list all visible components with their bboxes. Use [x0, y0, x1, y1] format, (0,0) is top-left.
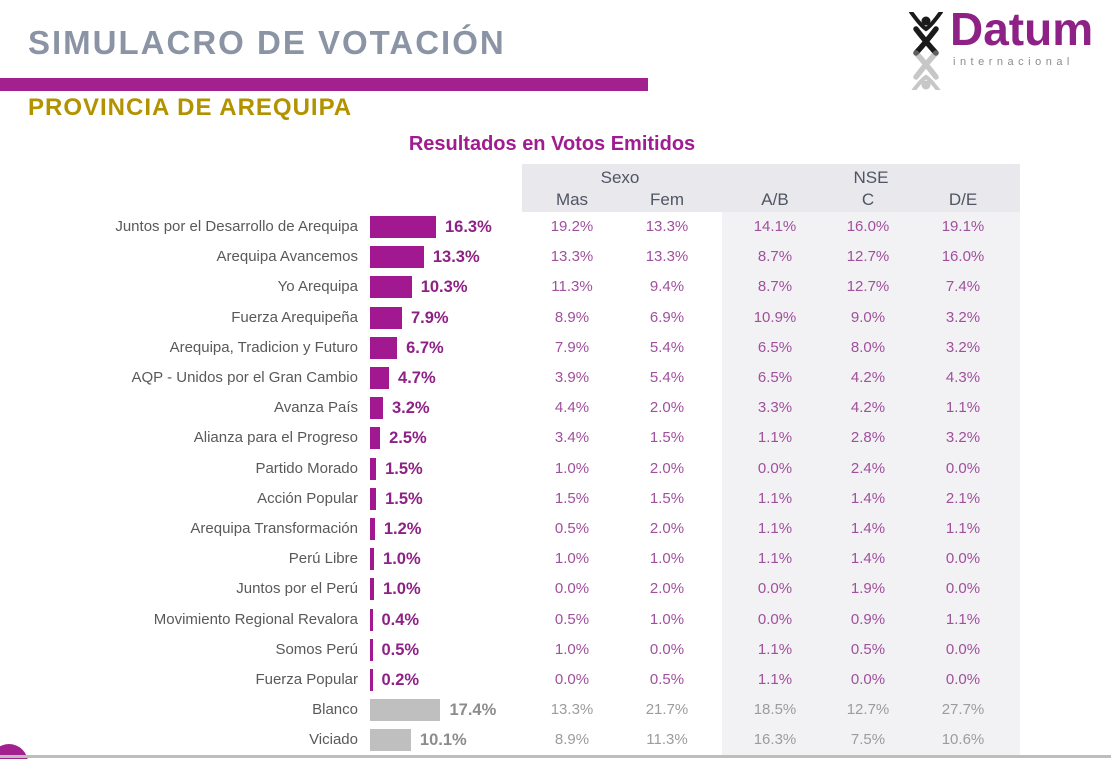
total-value: 0.5% [381, 640, 420, 659]
total-value: 7.9% [410, 308, 449, 327]
cell-c: 2.4% [850, 459, 886, 477]
cell-mas: 1.0% [554, 459, 590, 477]
cell-fem: 2.0% [649, 520, 685, 537]
result-row [0, 303, 1111, 333]
region-title: PROVINCIA DE AREQUIPA [28, 94, 353, 121]
total-bar [370, 488, 376, 510]
row-label: Alianza para el Progreso [193, 429, 358, 447]
cell-fem: 5.4% [649, 338, 685, 356]
row-label: Somos Perú [275, 640, 358, 658]
title-underline [0, 78, 648, 91]
total-bar [370, 699, 440, 721]
cell-c: 16.0% [846, 218, 890, 235]
cell-ab: 6.5% [757, 369, 793, 386]
cell-c: 0.5% [850, 640, 886, 658]
column-header-ab: A/B [761, 190, 789, 209]
cell-fem: 0.5% [649, 671, 685, 688]
cell-ab: 14.1% [753, 218, 797, 235]
cell-mas: 1.0% [554, 640, 590, 658]
total-bar [370, 337, 397, 359]
cell-c: 1.9% [850, 580, 886, 598]
total-value: 0.4% [381, 610, 420, 629]
cell-de: 4.3% [945, 369, 981, 386]
column-header-mas: Mas [555, 190, 589, 209]
total-value: 0.2% [381, 671, 420, 689]
result-row [0, 212, 1111, 242]
column-header-c: C [861, 190, 875, 209]
row-label: Fuerza Arequipeña [231, 308, 358, 326]
cell-fem: 11.3% [646, 731, 688, 749]
cell-fem: 13.3% [645, 218, 689, 235]
total-bar [370, 216, 436, 238]
total-bar [370, 246, 424, 268]
row-label: Juntos por el Desarrollo de Arequipa [115, 218, 358, 235]
cell-c: 1.4% [850, 489, 886, 507]
row-label: AQP - Unidos por el Gran Cambio [131, 369, 358, 386]
page-title: SIMULACRO DE VOTACIÓN [28, 24, 506, 61]
cell-mas: 13.3% [550, 248, 594, 266]
total-bar [370, 397, 383, 419]
cell-de: 3.2% [945, 338, 981, 356]
cell-mas: 13.3% [550, 701, 594, 719]
cell-de: 1.1% [945, 520, 981, 537]
cell-c: 9.0% [850, 308, 886, 326]
cell-ab: 16.3% [753, 731, 797, 749]
cell-ab: 0.0% [757, 580, 793, 598]
row-label: Juntos por el Perú [236, 580, 358, 598]
cell-fem: 1.5% [649, 429, 685, 447]
cell-mas: 3.4% [554, 429, 590, 447]
cell-de: 2.1% [945, 489, 981, 507]
datum-figure-icon [903, 12, 949, 90]
cell-de: 0.0% [945, 459, 981, 477]
cell-fem: 13.3% [645, 248, 689, 266]
row-label: Perú Libre [288, 550, 358, 568]
bottom-border [0, 755, 1111, 758]
cell-c: 7.5% [850, 731, 886, 749]
cell-c: 12.7% [846, 701, 890, 719]
total-bar [370, 367, 389, 389]
cell-mas: 8.9% [554, 731, 590, 749]
result-row [0, 423, 1111, 453]
total-value: 1.2% [383, 520, 422, 538]
total-value: 1.5% [385, 459, 423, 478]
cell-c: 4.2% [850, 369, 886, 386]
cell-ab: 1.1% [757, 671, 793, 688]
cell-c: 1.4% [850, 550, 886, 568]
row-label: Acción Popular [257, 489, 358, 507]
cell-ab: 10.9% [753, 308, 797, 326]
cell-c: 8.0% [850, 338, 886, 356]
total-value: 1.0% [383, 550, 421, 569]
cell-ab: 1.1% [757, 520, 793, 537]
result-row [0, 574, 1111, 604]
cell-ab: 8.7% [757, 278, 793, 296]
total-bar [370, 458, 376, 480]
cell-fem: 6.9% [649, 308, 685, 326]
cell-fem: 21.7% [645, 701, 689, 719]
cell-ab: 1.1% [757, 640, 793, 658]
cell-mas: 0.5% [554, 520, 590, 537]
row-label: Yo Arequipa [277, 278, 358, 296]
logo-wordmark: Datum [950, 3, 1094, 55]
logo-tagline: internacional [953, 56, 1074, 68]
cell-ab: 6.5% [757, 338, 793, 356]
total-value: 17.4% [449, 701, 497, 720]
total-bar [370, 307, 402, 329]
total-bar [370, 609, 373, 631]
cell-ab: 0.0% [757, 459, 793, 477]
cell-mas: 0.0% [554, 671, 590, 688]
total-value: 2.5% [389, 429, 427, 448]
result-row [0, 725, 1111, 755]
cell-de: 10.6% [941, 731, 985, 749]
total-value: 10.1% [419, 731, 467, 750]
cell-fem: 2.0% [649, 459, 685, 477]
row-label: Arequipa Transformación [190, 520, 358, 537]
total-bar [370, 729, 411, 751]
cell-de: 3.2% [945, 308, 981, 326]
result-row [0, 695, 1111, 725]
chart-title: Resultados en Votos Emitidos [408, 133, 696, 155]
total-bar [370, 639, 373, 661]
cell-fem: 2.0% [649, 580, 685, 598]
cell-de: 0.0% [945, 671, 981, 688]
cell-ab: 18.5% [753, 701, 797, 719]
cell-fem: 1.0% [649, 550, 685, 568]
row-label: Fuerza Popular [255, 671, 358, 688]
cell-mas: 8.9% [554, 308, 590, 326]
cell-de: 7.4% [945, 278, 981, 296]
result-row [0, 272, 1111, 302]
total-value: 13.3% [432, 248, 480, 267]
cell-de: 16.0% [941, 248, 985, 266]
total-bar [370, 548, 374, 570]
total-bar [370, 578, 374, 600]
row-label: Avanza País [274, 399, 358, 417]
column-header-fem: Fem [650, 190, 684, 209]
cell-mas: 1.0% [554, 550, 590, 568]
total-value: 6.7% [406, 338, 444, 357]
row-label: Viciado [309, 731, 358, 749]
column-group-sexo: Sexo [600, 168, 640, 187]
cell-ab: 3.3% [757, 399, 793, 417]
cell-mas: 19.2% [550, 218, 594, 235]
total-value: 3.2% [391, 399, 430, 418]
cell-fem: 2.0% [649, 399, 685, 417]
result-row [0, 363, 1111, 393]
total-bar [370, 276, 412, 298]
cell-ab: 1.1% [757, 550, 793, 568]
result-row [0, 635, 1111, 665]
cell-de: 1.1% [945, 610, 981, 628]
result-row [0, 393, 1111, 423]
result-row [0, 333, 1111, 363]
cell-ab: 1.1% [757, 489, 793, 507]
total-bar [370, 518, 375, 540]
cell-c: 4.2% [850, 399, 886, 417]
cell-mas: 4.4% [554, 399, 590, 417]
cell-de: 19.1% [941, 218, 985, 235]
cell-fem: 9.4% [649, 278, 685, 296]
total-value: 4.7% [398, 369, 436, 387]
total-bar [370, 669, 373, 691]
cell-c: 0.9% [850, 610, 886, 628]
cell-mas: 1.5% [554, 489, 590, 507]
cell-fem: 5.4% [649, 369, 685, 386]
column-header-de: D/E [948, 190, 978, 209]
cell-fem: 1.5% [649, 489, 685, 507]
row-label: Blanco [312, 701, 358, 719]
cell-de: 0.0% [945, 640, 981, 658]
row-label: Arequipa, Tradicion y Futuro [169, 338, 358, 356]
result-row [0, 544, 1111, 574]
row-label: Arequipa Avancemos [216, 248, 358, 266]
row-label: Partido Morado [255, 459, 358, 477]
cell-fem: 0.0% [649, 640, 685, 658]
cell-mas: 3.9% [554, 369, 590, 386]
cell-c: 12.7% [846, 278, 890, 296]
cell-de: 27.7% [941, 701, 985, 719]
result-row [0, 484, 1111, 514]
cell-ab: 0.0% [757, 610, 793, 628]
total-value: 16.3% [445, 218, 492, 236]
cell-ab: 1.1% [757, 429, 793, 447]
result-row [0, 454, 1111, 484]
cell-mas: 11.3% [551, 278, 593, 296]
cell-c: 12.7% [846, 248, 890, 266]
cell-de: 0.0% [945, 580, 981, 598]
cell-mas: 0.5% [554, 610, 590, 628]
result-row [0, 242, 1111, 272]
cell-mas: 7.9% [554, 338, 590, 356]
cell-de: 1.1% [945, 399, 981, 417]
cell-fem: 1.0% [649, 610, 685, 628]
total-value: 10.3% [420, 278, 468, 297]
result-row [0, 665, 1111, 695]
result-row [0, 605, 1111, 635]
cell-c: 0.0% [850, 671, 886, 688]
cell-mas: 0.0% [554, 580, 590, 598]
cell-c: 1.4% [850, 520, 886, 537]
result-row [0, 514, 1111, 544]
total-value: 1.5% [385, 489, 423, 508]
cell-ab: 8.7% [757, 248, 793, 266]
cell-de: 3.2% [945, 429, 981, 447]
total-bar [370, 427, 380, 449]
cell-de: 0.0% [945, 550, 981, 568]
column-group-nse: NSE [853, 168, 889, 187]
row-label: Movimiento Regional Revalora [153, 610, 358, 628]
datum-logo [903, 3, 1103, 90]
total-value: 1.0% [383, 580, 421, 599]
cell-c: 2.8% [850, 429, 886, 447]
